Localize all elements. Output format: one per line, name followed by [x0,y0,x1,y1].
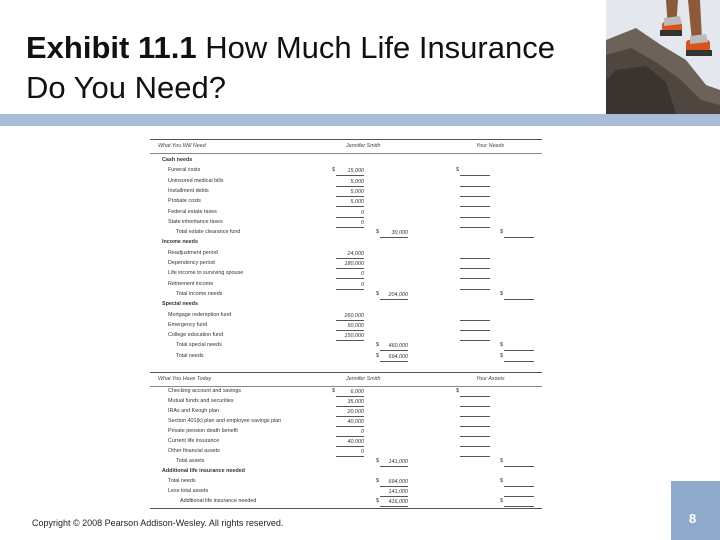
row-label: State inheritance taxes [168,218,223,225]
row-label: Installment debts [168,187,209,194]
your-total-blank [504,458,534,467]
rule-header-1 [150,153,542,154]
your-value-blank [460,178,490,187]
title-exhibit: Exhibit 11.1 [26,30,197,65]
row-label: Probate costs [168,198,201,205]
table-row [150,188,542,198]
row-label: Readjustment period [168,249,218,256]
table-row [150,250,542,260]
row-label: Checking account and savings [168,388,242,394]
your-total-blank [504,229,534,238]
table-row [150,448,542,458]
table-row [150,418,542,428]
smith-total: 460,000 [380,342,408,351]
smith-value: 40,000 [336,418,364,427]
smith-total: 204,000 [380,291,408,300]
your-total-blank [504,488,534,497]
smith-value: 20,000 [336,408,364,417]
row-label: Retirement income [168,280,214,287]
table-row [150,219,542,229]
smith-total: 416,000 [380,498,408,507]
copyright-footer: Copyright © 2008 Pearson Addison-Wesley. All rights reserved. [32,518,284,528]
dollar-sign: $ [500,290,503,297]
your-value-blank [460,332,490,341]
your-value-blank [460,167,490,176]
dollar-sign: $ [376,458,379,464]
smith-value: 15,000 [336,167,364,176]
your-total-blank [504,342,534,351]
dollar-sign: $ [376,352,379,359]
table-row [150,488,542,498]
title-text: How Much Life Insurance Do You Need? [26,30,555,105]
row-label: IRAs and Keogh plan [168,408,219,414]
table-row [150,468,542,478]
table-row [150,291,542,301]
row-label: Total needs [168,478,196,484]
section-heading: Additional life insurance needed [162,468,245,474]
your-total-blank [504,498,534,507]
climber-photo-art [606,0,720,114]
smith-total: 141,000 [380,458,408,467]
your-value-blank [460,428,490,437]
dollar-sign: $ [500,342,503,349]
table-row [150,167,542,177]
dollar-sign: $ [500,352,503,359]
row-label: College education fund [168,332,224,339]
col-smith-2: Jennifer Smith [346,376,381,382]
exhibit-table [150,138,542,510]
your-value-blank [460,418,490,427]
table-row [150,428,542,438]
smith-total: 30,000 [380,229,408,238]
smith-value: 260,000 [336,312,364,321]
row-label: Current life insurance [168,438,220,444]
smith-value: 0 [336,219,364,228]
dollar-sign: $ [500,229,503,236]
table-row [150,260,542,270]
smith-value: 5,000 [336,198,364,207]
smith-value: 40,000 [336,438,364,447]
smith-value: 6,000 [336,388,364,397]
dollar-sign: $ [376,342,379,349]
dollar-sign: $ [500,458,503,464]
table-row [150,478,542,488]
row-label: Funeral costs [168,167,201,174]
your-total-blank [504,291,534,300]
table-row [150,270,542,280]
smith-value: 150,000 [336,332,364,341]
your-value-blank [460,312,490,321]
your-total-blank [504,353,534,362]
row-label: Less total assets [168,488,209,494]
dollar-sign: $ [456,388,459,394]
rule-bottom [150,508,542,509]
dollar-sign: $ [376,498,379,504]
your-value-blank [460,270,490,279]
page-number: 8 [689,511,697,526]
row-label: Total estate clearance fund [176,229,241,236]
your-value-blank [460,198,490,207]
row-label: Mutual funds and securities [168,398,234,404]
climber-photo [606,0,720,114]
row-label: Other financial assets [168,448,220,454]
table-row [150,312,542,322]
row-label: Uninsured medical bills [168,177,224,184]
smith-value: 35,000 [336,398,364,407]
smith-value: 5,000 [336,178,364,187]
row-label: Total special needs [176,342,222,349]
rule-header-2 [150,386,542,387]
dollar-sign: $ [500,498,503,504]
section-heading: Cash needs [162,157,193,163]
col-yours-1: Your Needs [476,143,505,149]
row-label: Additional life insurance needed [180,498,257,504]
dollar-sign: $ [376,290,379,297]
table-row [150,322,542,332]
table-row [150,198,542,208]
your-value-blank [460,438,490,447]
your-value-blank [460,188,490,197]
table-row [150,178,542,188]
your-value-blank [460,408,490,417]
table-row [150,157,542,167]
rule-mid [150,372,542,373]
dollar-sign: $ [500,478,503,484]
smith-value: 0 [336,448,364,457]
col-label-1: What You Will Need [158,143,206,149]
page-number-box [671,481,720,540]
dollar-sign: $ [376,229,379,236]
table-row [150,498,542,508]
slide-title [26,28,586,108]
col-label-2: What You Have Today [158,376,212,382]
row-label: Section 401(k) plan and employee savings plan [168,418,282,424]
table-row [150,388,542,398]
smith-value: 24,000 [336,250,364,259]
smith-total: 694,000 [380,353,408,362]
smith-value: 0 [336,428,364,437]
smith-value: 0 [336,281,364,290]
table-row [150,229,542,239]
table-row [150,239,542,249]
row-label: Dependency period [168,260,215,266]
row-label: Emergency fund [168,321,208,328]
col-yours-2: Your Assets [476,376,505,382]
section-heading: Special needs [162,301,198,308]
table-row [150,209,542,219]
smith-total: 694,000 [380,478,408,487]
rule-top [150,139,542,140]
col-smith-1: Jennifer Smith [346,143,381,149]
smith-value: 180,000 [336,260,364,269]
your-value-blank [460,398,490,407]
dollar-sign: $ [456,167,459,174]
row-label: Total needs [176,352,204,359]
table-row [150,281,542,291]
dollar-sign: $ [332,167,335,174]
your-value-blank [460,448,490,457]
your-value-blank [460,219,490,228]
row-label: Federal estate taxes [168,208,217,215]
table-row [150,332,542,342]
table-row [150,438,542,448]
your-value-blank [460,322,490,331]
your-value-blank [460,388,490,397]
your-value-blank [460,250,490,259]
row-label: Mortgage redemption fund [168,311,232,318]
smith-value: 50,000 [336,322,364,331]
row-label: Total income needs [176,290,223,297]
dollar-sign: $ [332,388,335,394]
smith-value: 5,000 [336,188,364,197]
table-row [150,353,542,363]
row-label: Life income to surviving spouse [168,270,244,277]
smith-value: 0 [336,270,364,279]
your-value-blank [460,209,490,218]
smith-total: 141,000 [380,488,408,497]
table-row [150,398,542,408]
section-heading: Income needs [162,239,198,246]
row-label: Private pension death benefit [168,428,238,434]
your-value-blank [460,281,490,290]
table-row [150,458,542,468]
row-label: Total assets [176,458,205,464]
dollar-sign: $ [376,478,379,484]
table-row [150,342,542,352]
smith-value: 0 [336,209,364,218]
table-row [150,301,542,311]
your-total-blank [504,478,534,487]
table-row [150,408,542,418]
your-value-blank [460,260,490,269]
header-band [0,114,720,126]
